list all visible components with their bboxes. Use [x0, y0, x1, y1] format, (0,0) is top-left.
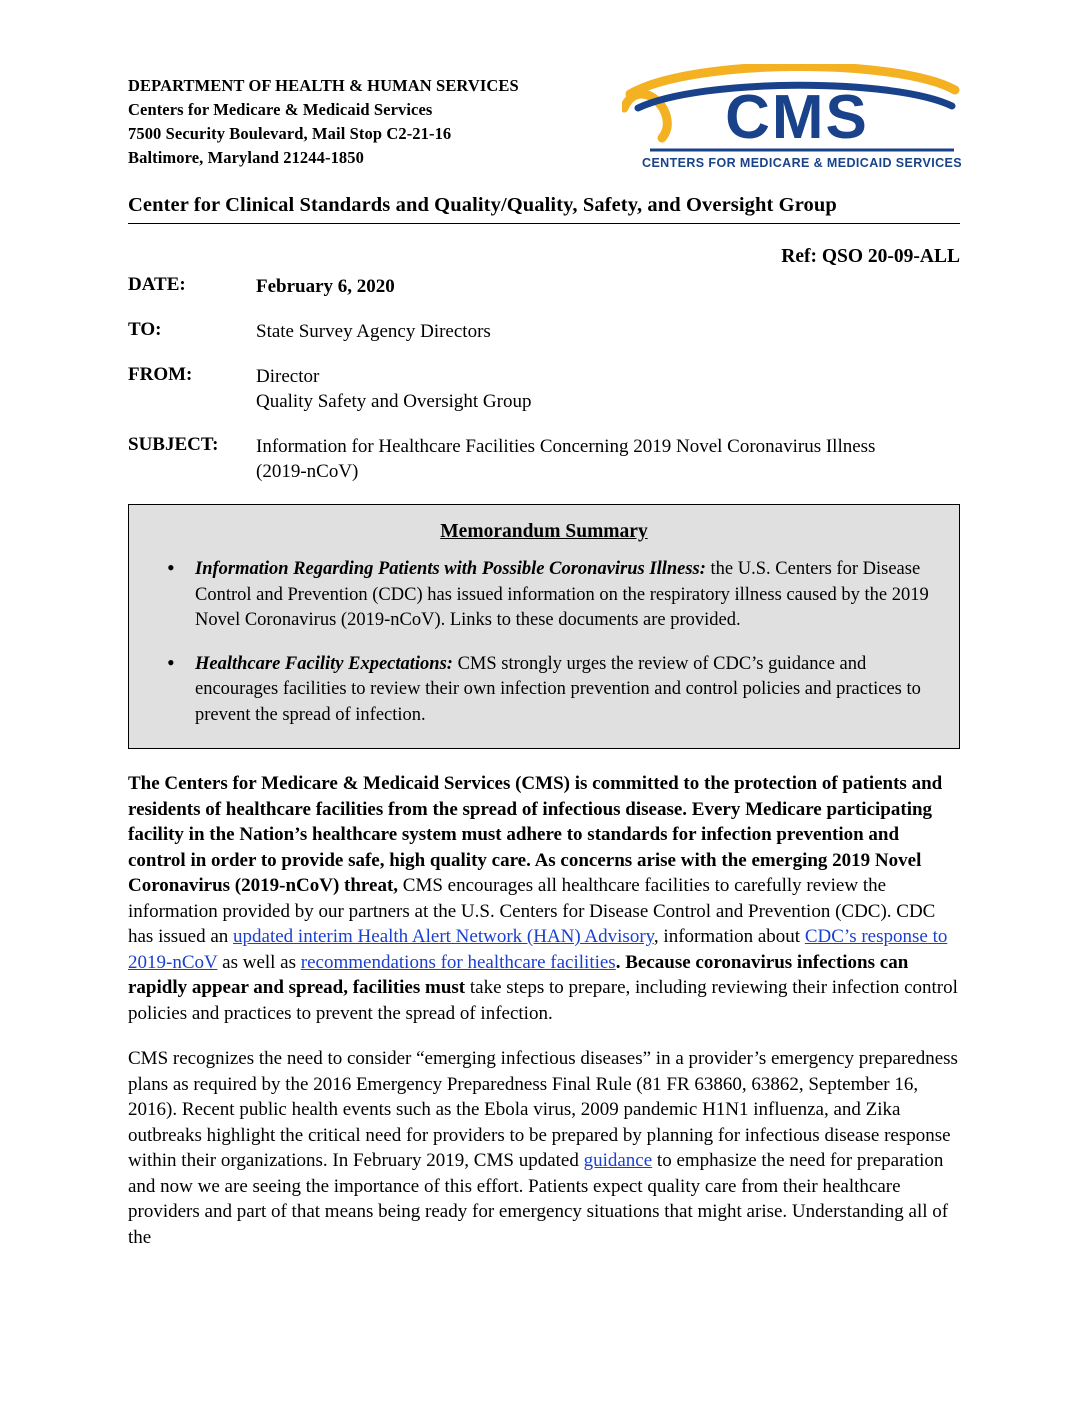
paragraph2-segment-2: to emphasize the need for preparation and now we are seeing the importance of this effort. Patients expect quality care from their healthcare providers and part of that means being ready for emergency situations that might arise. Understanding all of the — [128, 1150, 949, 1248]
agency-line-4: Baltimore, Maryland 21244-1850 — [128, 148, 364, 167]
meta-row-from — [128, 364, 960, 414]
agency-address-block — [128, 74, 519, 170]
paragraph1-segment-5: . Because coronavirus infections can rapidly appear and spread, facilities must — [128, 951, 909, 998]
summary-item-lead: Information Regarding Patients with Possible Coronavirus Illness: — [195, 559, 706, 579]
cms-logo — [622, 64, 962, 174]
summary-list-item — [155, 649, 933, 729]
paragraph2-segment-1: CMS recognizes the need to consider “emerging infectious diseases” in a provider’s emergency preparedness plans as required by the 2016 Emergency Preparedness Final Rule (81 FR 63860, 63862, September 16, 2016). Recent public health events such as the Ebola virus, 2009 pandemic H1N1 influenza, and Zika outbreaks highlight the critical need for providers to be prepared by planning for infectious disease response within their organizations. In February 2019, CMS updated — [128, 1048, 958, 1171]
subject-label: SUBJECT: — [128, 434, 219, 455]
paragraph1-segment-6: take steps to prepare, including reviewing their infection control policies and practices to prevent the spread of infection. — [128, 977, 958, 1024]
link-recommendations-healthcare-facilities[interactable]: recommendations for healthcare facilities — [300, 951, 616, 973]
meta-row-date — [128, 274, 960, 299]
paragraph1-segment-3: , information about — [653, 926, 805, 947]
reference-number: Ref: QSO 20-09-ALL — [781, 246, 960, 267]
to-value: State Survey Agency Directors — [256, 321, 491, 342]
link-cdc-response[interactable]: CDC’s response to 2019-nCoV — [128, 926, 948, 973]
date-value: February 6, 2020 — [256, 276, 395, 297]
subject-value-line1: Information for Healthcare Facilities Concerning 2019 Novel Coronavirus Illness — [256, 436, 876, 457]
link-han-advisory[interactable]: updated interim Health Alert Network (HAN) Advisory — [233, 926, 654, 947]
from-value-line2: Quality Safety and Oversight Group — [256, 391, 532, 412]
summary-item-text: the U.S. Centers for Disease Control and Prevention (CDC) has issued information on the respiratory illness caused by the 2019 Novel Coronavirus (2019-nCoV). Links to these documents are provided. — [195, 559, 929, 630]
summary-item-lead: Healthcare Facility Expectations: — [195, 653, 453, 674]
bullet-icon: • — [167, 555, 175, 580]
agency-line-1: DEPARTMENT OF HEALTH & HUMAN SERVICES — [128, 76, 519, 95]
link-guidance[interactable]: guidance — [583, 1150, 653, 1171]
paragraph1-segment-2: CMS encourages all healthcare facilities to carefully review the information provided by our partners at the U.S. Centers for Disease Control and Prevention (CDC). CDC has issued an — [128, 875, 936, 947]
meta-row-to — [128, 319, 960, 344]
from-value — [256, 364, 531, 414]
agency-line-3: 7500 Security Boulevard, Mail Stop C2-21-16 — [128, 124, 452, 143]
svg-text:CENTERS FOR MEDICARE & MEDICAI: CENTERS FOR MEDICARE & MEDICAID SERVICES — [642, 156, 962, 170]
date-label: DATE: — [128, 274, 186, 295]
bullet-icon: • — [167, 649, 175, 675]
paragraph1-segment-1: The Centers for Medicare & Medicaid Services (CMS) is committed to the protection of patients and residents of healthcare facilities from the spread of infectious disease. Every Medicare participating facility in the Nation’s healthcare system must adhere to standards for infection prevention and control in order to provide safe, high quality care. As concerns arise with the emerging 2019 Novel Coronavirus (2019-nCoV) threat, — [128, 773, 943, 896]
group-title: Center for Clinical Standards and Quality/Quality, Safety, and Oversight Group — [128, 194, 837, 216]
to-label: TO: — [128, 319, 162, 340]
from-label: FROM: — [128, 364, 193, 385]
svg-text:CMS: CMS — [725, 83, 869, 152]
body-paragraph-2 — [128, 1046, 960, 1250]
letterhead — [128, 64, 960, 184]
summary-item-text: CMS strongly urges the review of CDC’s guidance and encourages facilities to review their own infection prevention and control policies and practices to prevent the spread of infection. — [195, 653, 921, 725]
meta-row-subject — [128, 434, 960, 484]
agency-line-2: Centers for Medicare & Medicaid Services — [128, 100, 433, 119]
memorandum-summary-box — [128, 504, 960, 749]
summary-list-item — [155, 557, 933, 634]
body-paragraph-1 — [128, 771, 960, 1026]
memorandum-summary-title: Memorandum Summary — [440, 521, 648, 542]
from-value-line1: Director — [256, 366, 320, 387]
memo-meta — [128, 274, 960, 484]
subject-value-line2: (2019-nCoV) — [256, 461, 359, 482]
paragraph1-segment-4: as well as — [217, 951, 301, 973]
memorandum-summary-list — [155, 557, 933, 728]
group-title-section — [128, 194, 960, 224]
subject-value — [256, 434, 875, 484]
